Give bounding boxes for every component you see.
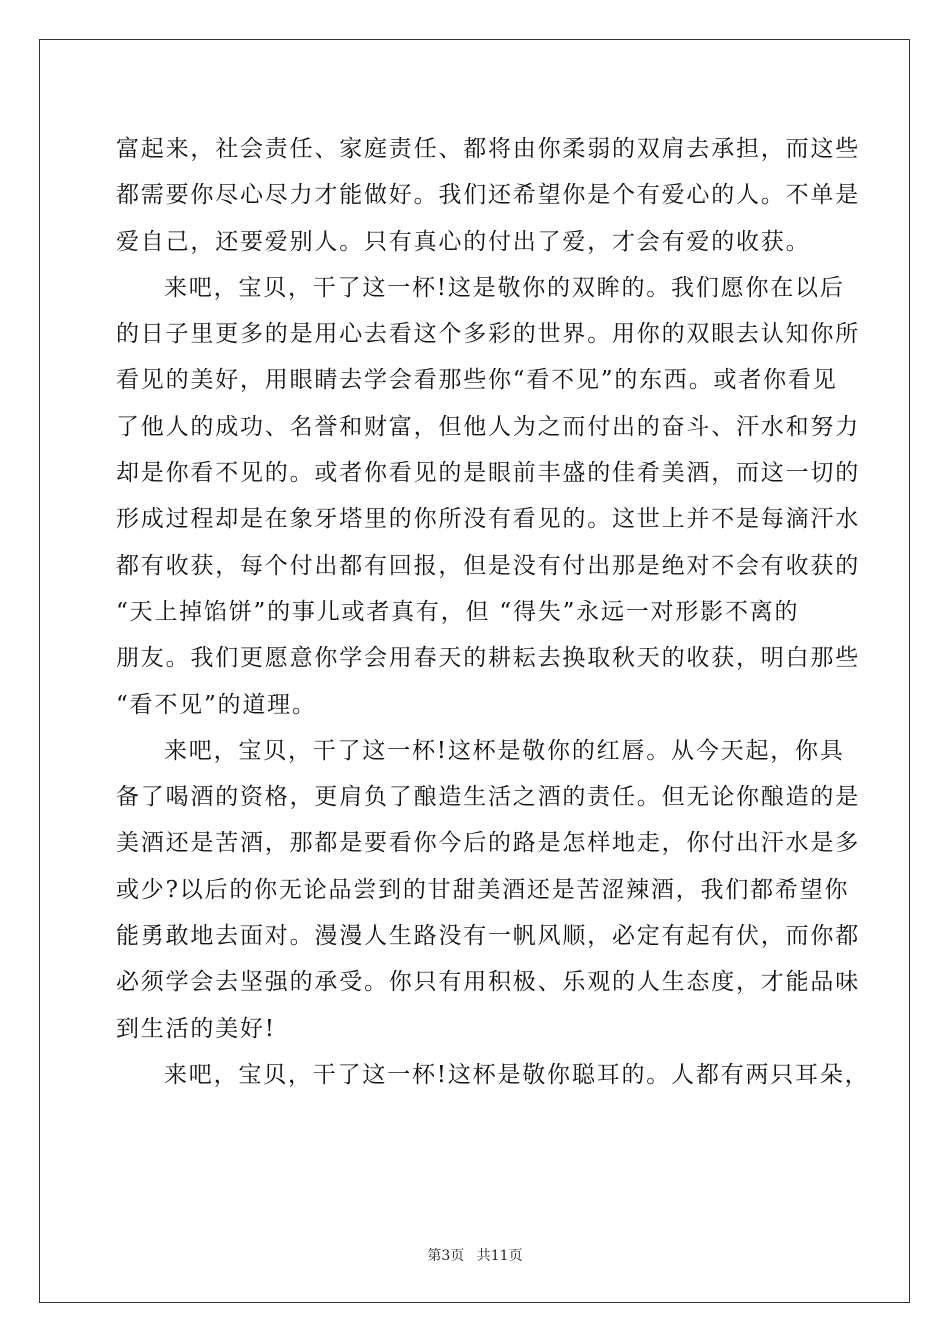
text-line: 备了喝酒的资格，更肩负了酿造生活之酒的责任。但无论你酿造的是: [116, 784, 860, 811]
text-line: “看不见”的道理。: [116, 691, 317, 718]
page-number: 第3页: [427, 1248, 465, 1264]
text-line: 都有收获，每个付出都有回报，但是没有付出那是绝对不会有收获的: [116, 552, 860, 579]
paragraph-start-line: 来吧，宝贝，干了这一杯!这杯是敬你的红唇。从今天起，你具: [164, 737, 845, 764]
text-line: 却是你看不见的。或者你看见的是眼前丰盛的佳肴美酒，而这一切的: [116, 460, 860, 487]
text-line: “天上掉馅饼”的事儿或者真有，但 “得失”永远一对形影不离的: [116, 598, 800, 625]
page-footer: [0, 1245, 950, 1265]
text-line: 美酒还是苦酒，那都是要看你今后的路是怎样地走，你付出汗水是多: [116, 830, 860, 857]
text-line: 的日子里更多的是用心去看这个多彩的世界。用你的双眼去认知你所: [116, 321, 860, 348]
text-line: 必须学会去坚强的承受。你只有用积极、乐观的人生态度，才能品味: [116, 969, 860, 996]
total-pages: 共11页: [476, 1248, 523, 1264]
text-line: 富起来，社会责任、家庭责任、都将由你柔弱的双肩去承担，而这些: [116, 136, 860, 162]
paragraph-start-line: 来吧，宝贝，干了这一杯!这是敬你的双眸的。我们愿你在以后: [164, 274, 845, 301]
text-line: 爱自己，还要爱别人。只有真心的付出了爱，才会有爱的收获。: [116, 228, 811, 255]
text-line: 到生活的美好!: [116, 1015, 276, 1042]
document-body: [116, 126, 870, 1098]
paragraph-start-line: 来吧，宝贝，干了这一杯!这杯是敬你聪耳的。人都有两只耳朵，: [164, 1061, 870, 1088]
text-line: 朋友。我们更愿意你学会用春天的耕耘去换取秋天的收获，明白那些: [116, 645, 860, 672]
text-line: 都需要你尽心尽力才能做好。我们还希望你是个有爱心的人。不单是: [116, 182, 860, 209]
text-line: 或少?以后的你无论品尝到的甘甜美酒还是苦涩辣酒，我们都希望你: [116, 876, 850, 903]
text-line: 看见的美好，用眼睛去学会看那些你“看不见”的东西。或者你看见: [116, 367, 838, 394]
text-line: 能勇敢地去面对。漫漫人生路没有一帆风顺，必定有起有伏，而你都: [116, 923, 860, 950]
text-line: 形成过程却是在象牙塔里的你所没有看见的。这世上并不是每滴汗水: [116, 506, 860, 533]
text-line: 了他人的成功、名誉和财富，但他人为之而付出的奋斗、汗水和努力: [116, 413, 860, 440]
